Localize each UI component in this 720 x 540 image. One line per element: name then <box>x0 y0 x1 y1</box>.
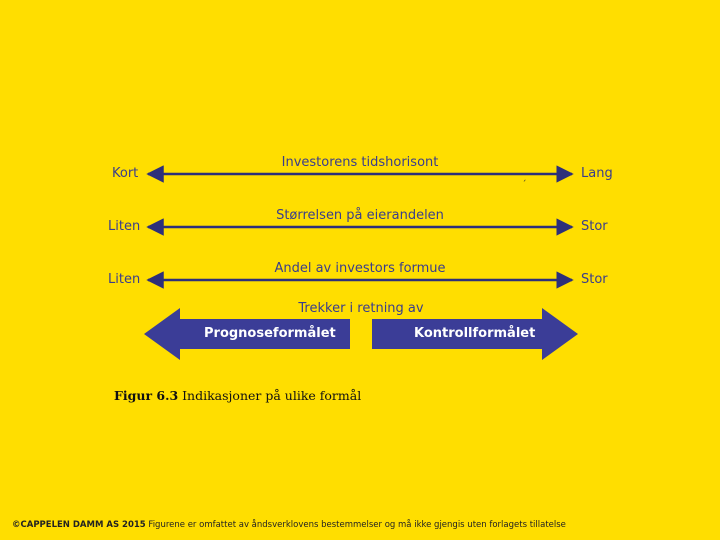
row-3-title: Andel av investors formue <box>274 261 446 276</box>
footer-brand: ©CAPPELEN DAMM AS 2015 <box>12 520 146 530</box>
row-1-title: Investorens tidshorisont <box>281 155 439 170</box>
row-1-right-label: Lang <box>581 166 613 181</box>
row-1-left-label: Kort <box>112 166 139 181</box>
row-2-right-label: Stor <box>581 219 608 234</box>
row-3-left-label: Liten <box>108 272 141 287</box>
copyright-footer <box>12 520 566 530</box>
stray-mark: ´ <box>522 180 527 190</box>
direction-title: Trekker i retning av <box>298 301 424 316</box>
figure-number: Figur 6.3 <box>114 388 179 403</box>
footer-notice: Figurene er omfattet av åndsverklovens bestemmelser og må ikke gjengis uten forlagets tillatelse <box>145 520 566 530</box>
row-2-title: Størrelsen på eierandelen <box>276 208 444 223</box>
row-3-right-label: Stor <box>581 272 608 287</box>
figure-caption-text: Indikasjoner på ulike formål <box>178 388 362 403</box>
row-2-left-label: Liten <box>108 219 141 234</box>
left-arrow-label: Prognoseformålet <box>204 326 336 341</box>
right-arrow-label: Kontrollformålet <box>414 326 536 341</box>
figure-caption <box>114 388 361 403</box>
